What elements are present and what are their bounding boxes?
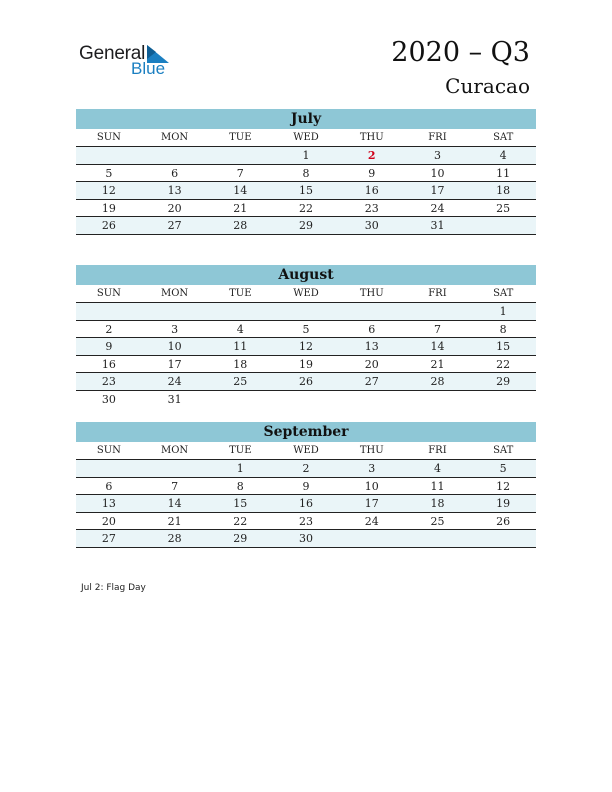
week-row: [76, 321, 536, 339]
day-cell: 15: [299, 184, 314, 197]
day-cell: 29: [299, 219, 314, 232]
day-cell: 14: [167, 497, 182, 510]
day-cell: 16: [101, 357, 116, 371]
month-block-august: [76, 265, 536, 407]
month-title: September: [76, 422, 536, 442]
day-cell: 5: [105, 166, 113, 180]
day-cell: 13: [364, 340, 379, 353]
week-row: [76, 373, 536, 391]
day-cell: 1: [302, 149, 310, 162]
day-cell: 12: [101, 184, 116, 197]
day-cell: 25: [430, 514, 445, 528]
month-block-july: [76, 109, 536, 235]
day-cell: 2: [302, 462, 310, 475]
day-cell: [339, 391, 405, 408]
weekday-header-row: [76, 442, 536, 460]
day-cell: 10: [167, 340, 182, 353]
day-cell: 23: [364, 201, 379, 215]
day-cell: [339, 530, 405, 547]
day-cell: 23: [299, 514, 314, 528]
day-cell: [405, 391, 471, 408]
week-row: [76, 217, 536, 235]
week-row: [76, 495, 536, 513]
day-cell: 10: [364, 479, 379, 493]
logo-general-text: General: [79, 43, 146, 64]
day-cell: 27: [101, 532, 116, 545]
day-cell: 24: [430, 201, 445, 215]
day-cell: 1: [236, 462, 244, 475]
day-cell: 30: [299, 532, 314, 545]
day-cell: [273, 303, 339, 320]
weekday-label: SUN: [96, 445, 121, 456]
day-cell: 11: [496, 166, 511, 180]
weekday-label: SAT: [493, 288, 514, 299]
day-cell: 18: [233, 357, 248, 371]
day-cell: 12: [299, 340, 314, 353]
day-cell: 28: [167, 532, 182, 545]
day-cell: 3: [433, 149, 441, 162]
day-cell: 17: [167, 357, 182, 371]
day-cell: 8: [302, 166, 310, 180]
day-cell: [142, 460, 208, 477]
day-cell: 30: [101, 392, 116, 406]
day-cell: [76, 460, 142, 477]
day-cell: 6: [368, 322, 376, 336]
day-cell: 22: [233, 514, 248, 528]
week-row: [76, 460, 536, 478]
day-cell: 9: [105, 340, 113, 353]
day-cell: 22: [496, 357, 511, 371]
day-cell: [76, 303, 142, 320]
day-cell: 9: [302, 479, 310, 493]
day-cell: 8: [499, 322, 507, 336]
day-cell: 15: [496, 340, 511, 353]
day-cell: 3: [368, 462, 376, 475]
weekday-label: SUN: [96, 288, 121, 299]
day-cell: 22: [299, 201, 314, 215]
day-cell: 19: [101, 201, 116, 215]
month-block-september: [76, 422, 536, 548]
week-row: [76, 513, 536, 531]
weekday-label: TUE: [229, 288, 252, 299]
day-cell: 23: [101, 375, 116, 388]
week-row: [76, 182, 536, 200]
day-cell: 25: [496, 201, 511, 215]
day-cell: 19: [299, 357, 314, 371]
day-cell: [273, 391, 339, 408]
day-cell: [142, 147, 208, 164]
day-cell: 10: [430, 166, 445, 180]
day-cell: 28: [233, 219, 248, 232]
day-cell: 4: [433, 462, 441, 475]
weekday-label: THU: [359, 132, 384, 143]
day-cell: 15: [233, 497, 248, 510]
weekday-label: FRI: [428, 288, 447, 299]
quarter-title: 2020 – Q3: [391, 37, 530, 68]
weekday-label: TUE: [229, 445, 252, 456]
day-cell: 26: [299, 375, 314, 388]
day-cell: 28: [430, 375, 445, 388]
day-cell: 20: [167, 201, 182, 215]
day-cell: 24: [167, 375, 182, 388]
week-row: [76, 356, 536, 374]
week-row: [76, 530, 536, 548]
weekday-label: WED: [293, 445, 319, 456]
day-cell: 3: [171, 322, 179, 336]
day-cell: [405, 530, 471, 547]
day-cell: 27: [167, 219, 182, 232]
weekday-header-row: [76, 129, 536, 147]
day-cell: 25: [233, 375, 248, 388]
day-cell: [470, 530, 536, 547]
weekday-label: WED: [293, 132, 319, 143]
day-cell: 29: [496, 375, 511, 388]
country-name: Curacao: [445, 74, 530, 98]
day-cell: 9: [368, 166, 376, 180]
week-row: [76, 338, 536, 356]
day-cell: 18: [496, 184, 511, 197]
day-cell: 13: [167, 184, 182, 197]
day-cell: 26: [496, 514, 511, 528]
day-cell: 8: [236, 479, 244, 493]
day-cell: 17: [430, 184, 445, 197]
day-cell: 18: [430, 497, 445, 510]
day-cell: 14: [233, 184, 248, 197]
day-cell: 5: [499, 462, 507, 475]
day-cell: [142, 303, 208, 320]
day-cell: 16: [299, 497, 314, 510]
day-cell: 17: [364, 497, 379, 510]
weekday-label: SUN: [96, 132, 121, 143]
day-cell: 16: [364, 184, 379, 197]
day-cell: [470, 391, 536, 408]
day-cell: [207, 303, 273, 320]
day-cell: 31: [167, 392, 182, 406]
day-cell: 1: [499, 305, 507, 318]
day-cell: [207, 147, 273, 164]
day-cell: 13: [101, 497, 116, 510]
week-row: [76, 200, 536, 218]
day-cell: 26: [101, 219, 116, 232]
week-row: [76, 147, 536, 165]
day-cell: 11: [430, 479, 445, 493]
day-cell: [207, 391, 273, 408]
day-cell: 12: [496, 479, 511, 493]
weekday-label: MON: [160, 288, 189, 299]
weekday-label: FRI: [428, 445, 447, 456]
week-row: [76, 303, 536, 321]
day-cell: 20: [364, 357, 379, 371]
day-cell: 7: [236, 166, 244, 180]
holiday-note: Jul 2: Flag Day: [81, 583, 146, 593]
day-cell: [405, 303, 471, 320]
weekday-label: MON: [160, 132, 189, 143]
day-cell: 14: [430, 340, 445, 353]
day-cell: 19: [496, 497, 511, 510]
day-cell: 27: [364, 375, 379, 388]
weekday-header-row: [76, 285, 536, 303]
weekday-label: THU: [359, 288, 384, 299]
month-title: August: [76, 265, 536, 285]
day-cell: 6: [171, 166, 179, 180]
month-title: July: [76, 109, 536, 129]
week-row: [76, 391, 536, 408]
day-cell: 20: [101, 514, 116, 528]
day-cell: [339, 303, 405, 320]
weekday-label: SAT: [493, 445, 514, 456]
weekday-label: WED: [293, 288, 319, 299]
week-row: [76, 165, 536, 183]
weekday-label: TUE: [229, 132, 252, 143]
day-cell: 29: [233, 532, 248, 545]
weekday-label: MON: [160, 445, 189, 456]
day-cell: 2: [105, 322, 113, 336]
weekday-label: FRI: [428, 132, 447, 143]
logo-blue-text: Blue: [131, 59, 166, 78]
weekday-label: THU: [359, 445, 384, 456]
day-cell: 21: [167, 514, 182, 528]
weekday-label: SAT: [493, 132, 514, 143]
day-cell: 24: [364, 514, 379, 528]
day-cell: 7: [171, 479, 179, 493]
holiday-day-cell: 2: [367, 149, 376, 162]
general-blue-logo: [79, 43, 179, 83]
day-cell: 4: [499, 149, 507, 162]
day-cell: 7: [433, 322, 441, 336]
day-cell: 6: [105, 479, 113, 493]
day-cell: [470, 217, 536, 234]
day-cell: 5: [302, 322, 310, 336]
day-cell: 11: [233, 340, 248, 353]
day-cell: 4: [236, 322, 244, 336]
day-cell: 21: [233, 201, 248, 215]
day-cell: 21: [430, 357, 445, 371]
day-cell: 30: [364, 219, 379, 232]
day-cell: 31: [430, 219, 445, 232]
week-row: [76, 478, 536, 496]
day-cell: [76, 147, 142, 164]
